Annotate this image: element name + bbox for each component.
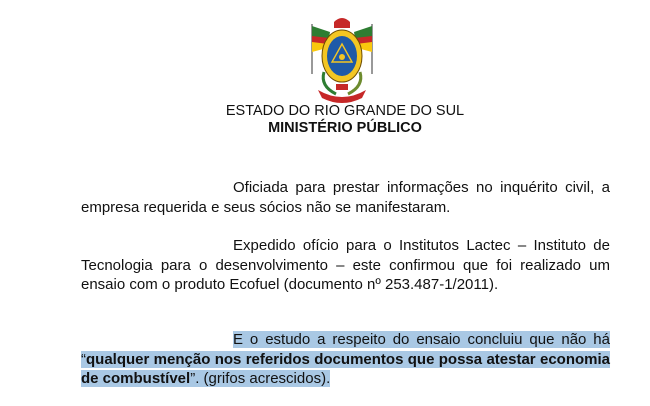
paragraph-3-tail: ”. (grifos acrescidos). bbox=[190, 370, 331, 387]
ministry-heading: MINISTÉRIO PÚBLICO bbox=[268, 120, 422, 136]
coat-of-arms-icon bbox=[300, 14, 384, 106]
paragraph-3 bbox=[81, 330, 610, 389]
paragraph-3-lead: E o estudo a respeito do ensaio concluiu que não há “ bbox=[81, 331, 610, 368]
paragraph-1 bbox=[81, 178, 610, 217]
state-heading: ESTADO DO RIO GRANDE DO SUL bbox=[225, 103, 465, 119]
paragraph-2 bbox=[81, 236, 610, 295]
paragraph-3-emphasis: qualquer menção nos referidos documentos que possa atestar economia de combustível bbox=[81, 350, 610, 387]
highlighted-text bbox=[81, 331, 610, 387]
paragraph-1-text: Oficiada para prestar informações no inquérito civil, a empresa requerida e seus sócios não se manifestaram. bbox=[81, 179, 610, 216]
paragraph-2-text: Expedido ofício para o Institutos Lactec – Instituto de Tecnologia para o desenvolvimento – este confirmou que foi realizado um ensaio com o produto Ecofuel (documento nº 253.487-1/2011). bbox=[81, 237, 610, 293]
